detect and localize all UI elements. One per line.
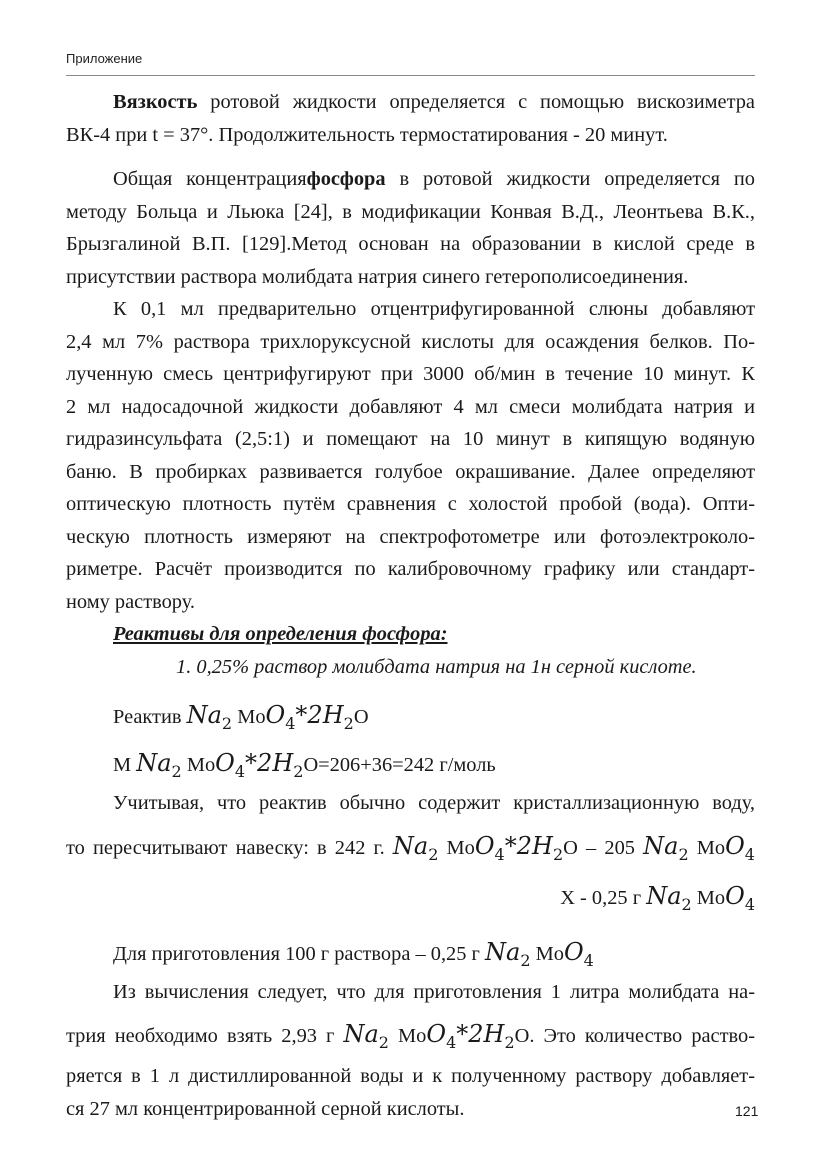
- paragraph-method-line: 2 мл надосадочной жидкости добавляют 4 мл смеси молибдата натрия и: [66, 395, 755, 418]
- formula-na: $Na_2$: [485, 937, 531, 970]
- preparation-line: Для приготовления 100 г раствора – 0,25 г $Na_2$ MoO$_4$: [113, 937, 594, 970]
- paragraph-method-line: риметре. Расчёт производится по калибровочному графику или стандарт-: [66, 558, 755, 580]
- reagents-heading: Реактивы для определения фосфора:: [113, 623, 448, 645]
- paragraph-method-line: лученную смесь центрифугируют при 3000 об/мин в течение 10 минут. К: [66, 363, 755, 385]
- formula-na: $Na_2$: [136, 749, 182, 781]
- formula-o4: $O_4$: [563, 937, 594, 970]
- paragraph-viscosity-line: ВК-4 при t = 37°. Продолжительность термостатирования - 20 минут.: [66, 123, 668, 146]
- formula-o4: $O_4*2H_2$: [426, 1020, 515, 1052]
- paragraph-conclusion-line: ся 27 мл концентрированной серной кислоты.: [66, 1097, 465, 1120]
- paragraph-phosphorus-line: методу Больца и Льюка [24], в модификации Конвая В.Д., Леонтьева В.К.,: [66, 200, 755, 223]
- molar-mass-line: М $Na_2$ $MoO_4*2H_2O=206+36=242$ г/моль: [113, 749, 496, 781]
- paragraph-phosphorus-line: присутствии раствора молибдата натрия синего гетерополисоединения.: [66, 265, 689, 288]
- body-text: [66, 86, 755, 1125]
- formula-o4: $O_4*2H_2$: [265, 701, 354, 733]
- reagent-formula-line: Реактив $Na_2$ $MoO_4*2H_2O$: [113, 701, 369, 733]
- paragraph-method-line: гидразинсульфата (2,5:1) и помещают на 10 минут в кипящую водяную: [66, 428, 755, 450]
- reagent-list-item: 1. 0,25% раствор молибдата натрия на 1н серной кислоте.: [176, 655, 697, 678]
- term-phosphorus: фосфора: [306, 168, 386, 190]
- paragraph-method-line: К 0,1 мл предварительно отцентрифугированной слюны добавляют: [113, 298, 755, 320]
- proportion-line: X - 0,25 г $Na_2$ MoO$_4$: [560, 881, 755, 914]
- paragraph-method-line: ческую плотность измеряют на спектрофотометре или фотоэлектроколо-: [66, 525, 755, 548]
- recalc-line: то пересчитывают навеску: в 242 г. $Na_2$ $MoO_4*2H_2O - 205$ $Na_2$ MoO$_4$: [66, 831, 755, 864]
- paragraph-conclusion-line: Из вычисления следует, что для приготовления 1 литра молибдата на-: [113, 980, 755, 1003]
- paragraph-conclusion-line: трия необходимо взять 2,93 г $Na_2$ $MoO_4*2H_2O$. Это количество раство-: [66, 1020, 755, 1052]
- running-header: Приложение: [66, 51, 143, 66]
- paragraph-method-line: оптическую плотность путём сравнения с холостой пробой (вода). Опти-: [66, 493, 755, 515]
- page-number: 121: [735, 1103, 759, 1119]
- formula-o4: $O_4$: [725, 831, 755, 864]
- formula-o4: $O_4$: [725, 881, 755, 914]
- formula-na: $Na_2$: [186, 701, 233, 733]
- formula-na: $Na_2$: [392, 831, 439, 864]
- paragraph-method-line: 2,4 мл 7% раствора трихлоруксусной кислоты для осаждения белков. По-: [66, 330, 755, 353]
- taking-line: Учитывая, что реактив обычно содержит кристаллизационную воду,: [113, 792, 755, 814]
- formula-o4: $O_4*2H_2$: [474, 831, 564, 864]
- formula-na: $Na_2$: [646, 881, 692, 914]
- paragraph-viscosity-line: Вязкость ротовой жидкости определяется с помощью вискозиметра: [113, 91, 755, 113]
- paragraph-conclusion-line: ряется в 1 л дистиллированной воды и к полученному раствору добавляет-: [66, 1065, 755, 1087]
- formula-na: $Na_2$: [643, 831, 689, 864]
- paragraph-method-line: ному раствору.: [66, 590, 195, 613]
- formula-na: $Na_2$: [343, 1020, 389, 1052]
- formula-o4: $O_4*2H_2$: [215, 749, 304, 781]
- paragraph-phosphorus-line: Брызгалиной В.П. [129].Метод основан на образовании в кислой среде в: [66, 233, 755, 255]
- header-rule: [66, 75, 755, 76]
- paragraph-phosphorus-line: Общая концентрацияфосфора в ротовой жидкости определяется по: [113, 168, 755, 190]
- term-viscosity: Вязкость: [113, 91, 198, 113]
- paragraph-method-line: баню. В пробирках развивается голубое окрашивание. Далее определяют: [66, 460, 755, 483]
